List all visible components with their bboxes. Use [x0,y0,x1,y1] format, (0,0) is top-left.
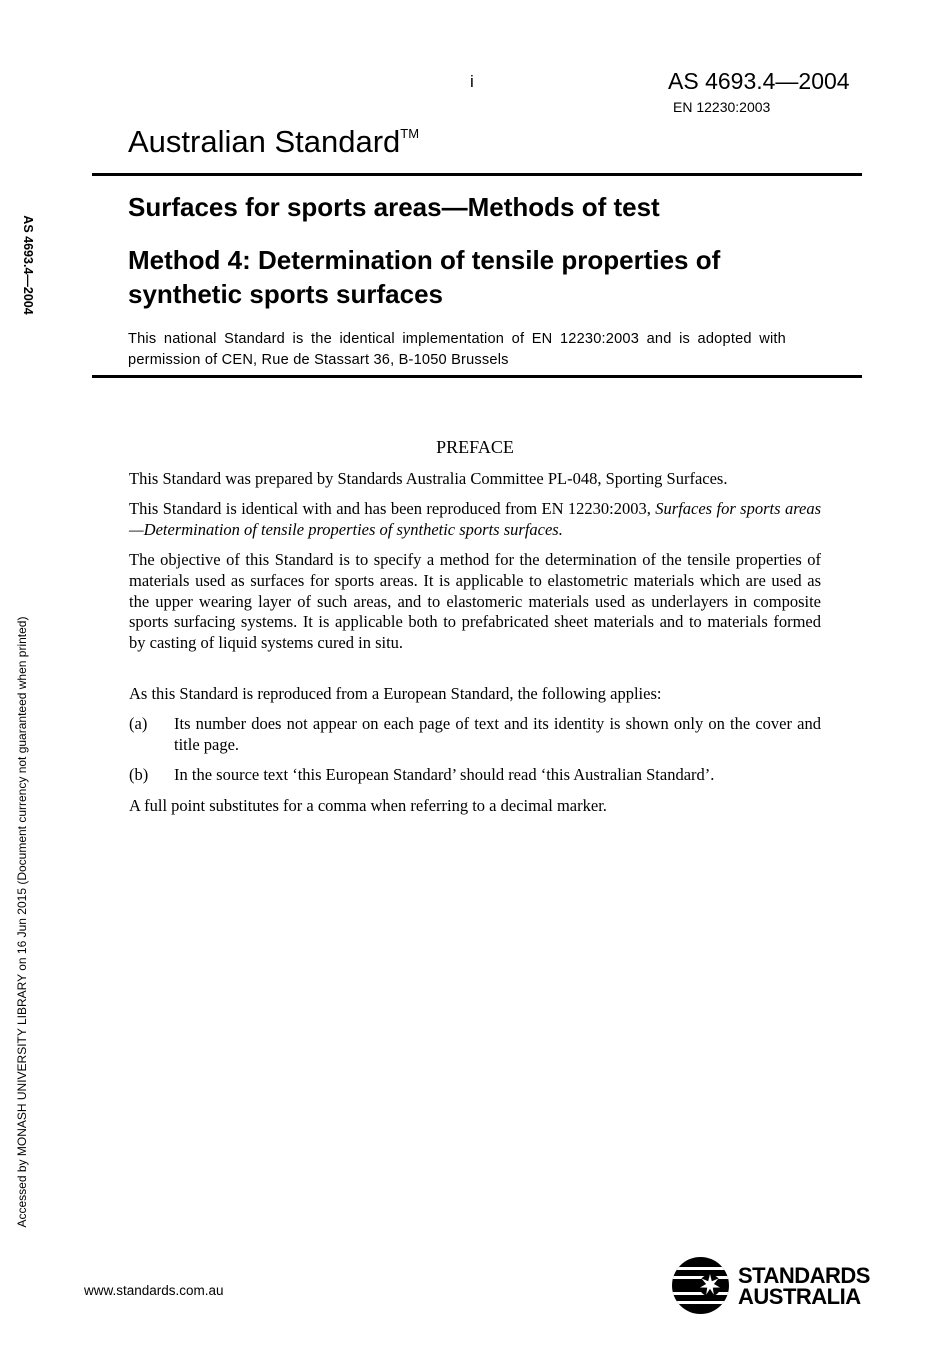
adoption-note: This national Standard is the identical implementation of EN 12230:2003 and is adopted with permission of CEN, Rue de Stassart 36, B-1050 Brussels [128,331,786,368]
standards-australia-wordmark [738,1265,870,1307]
source-lead-text: This Standard is identical with and has been reproduced from EN 12230:2003, [129,499,656,518]
top-rule [92,173,862,176]
page-number: i [470,72,474,91]
method-title: Method 4: Determination of tensile properties of synthetic sports surfaces [128,245,721,309]
list-item-label: (a) [129,714,148,733]
list-item-label: (b) [129,765,149,784]
en-number: EN 12230:2003 [673,99,771,115]
standards-australia-logo-icon [672,1257,729,1314]
list-item [129,765,821,787]
preface-paragraph-objective: The objective of this Standard is to specify a method for the determination of the tensile properties of materials used as surfaces for sports areas. It is applicable to elastometric materials which are used as the upper wearing layer of such areas, and to elastomeric materials used as underlayers in composite sports surfacing systems. It is applicable both to prefabricated sheet materials and to materials formed by casting of liquid systems cured in situ. [129,550,821,653]
series-title: Surfaces for sports areas—Methods of test [128,192,660,222]
standard-number: AS 4693.4—2004 [668,68,850,94]
preface-heading: PREFACE [436,437,514,457]
side-standard-text: AS 4693.4—2004 [21,215,35,315]
list-item [129,714,821,758]
preface-paragraph-source [129,499,821,541]
side-access-text: Accessed by MONASH UNIVERSITY LIBRARY on 16 Jun 2015 (Document currency not guaranteed when printed) [15,616,29,1228]
wordmark-line-1: STANDARDS [738,1263,870,1288]
list-item-text: Its number does not appear on each page of text and its identity is shown only on the cover and title page. [174,714,821,754]
list-item-text: In the source text ‘this European Standard’ should read ‘this Australian Standard’. [174,765,715,784]
brand-title-text: Australian Standard [128,124,401,159]
brand-title [128,124,419,160]
preface-paragraph-decimal: A full point substitutes for a comma when referring to a decimal marker. [129,796,607,815]
website-link[interactable]: www.standards.com.au [84,1283,224,1298]
preface-paragraph-committee: This Standard was prepared by Standards Australia Committee PL-048, Sporting Surfaces. [129,469,728,488]
wordmark-line-2: AUSTRALIA [738,1284,861,1309]
source-title-text: Surfaces for sports areas—Determination of tensile properties of synthetic sports surfaces. [129,499,821,539]
trademark-mark: TM [400,126,420,141]
bottom-rule [92,375,862,378]
preface-paragraph-applies: As this Standard is reproduced from a European Standard, the following applies: [129,684,662,703]
